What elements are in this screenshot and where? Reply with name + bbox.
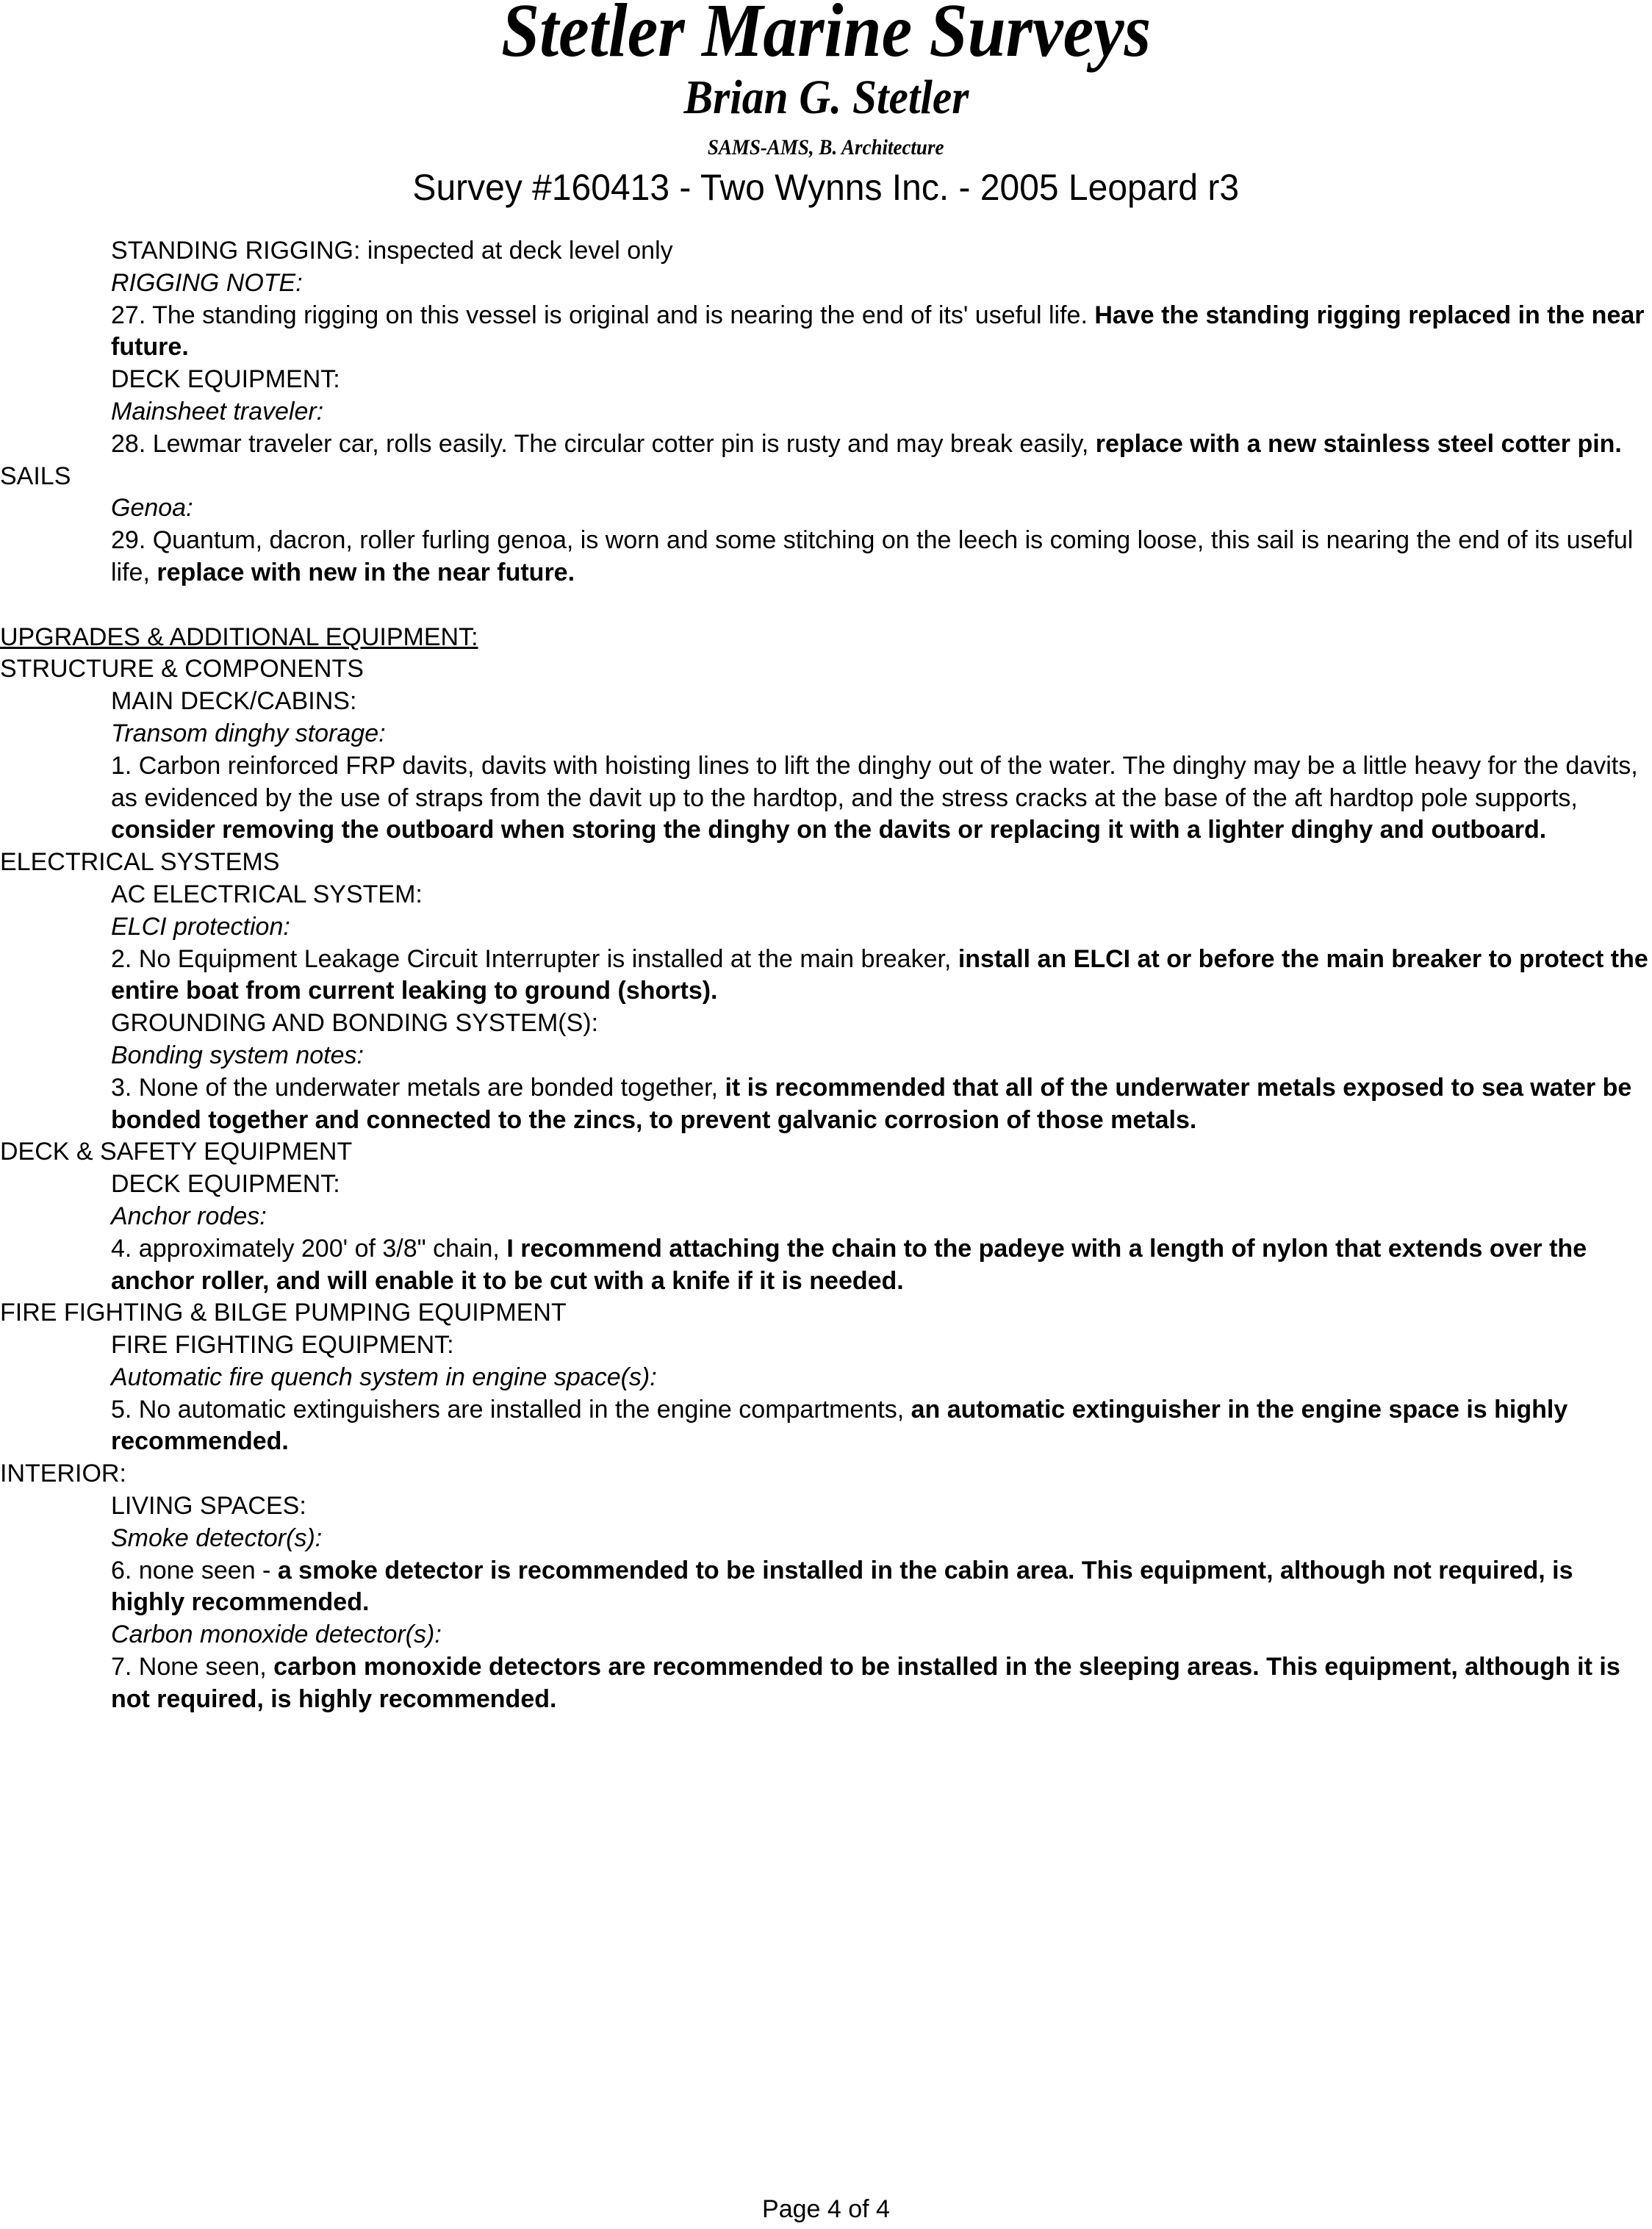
section-heading [0,1136,1652,1169]
finding-item [0,750,1652,847]
item-label [0,268,1652,300]
recommendation-text: a smoke detector is recommended to be installed in the cabin area. This equipment, although not required, is highly recommended. [111,1556,1573,1617]
survey-title [0,165,1652,209]
item-text: GROUNDING AND BONDING SYSTEM(S): [111,1009,599,1038]
item-text: STRUCTURE & COMPONENTS [0,655,364,683]
item-text: 3. None of the underwater metals are bonded together, [111,1073,725,1102]
finding-item [0,944,1652,1008]
item-label [0,396,1652,428]
item-text: DECK EQUIPMENT: [111,1170,340,1199]
recommendation-text: Have the standing rigging replaced in the near future. [111,301,1645,362]
item-text: INTERIOR: [0,1460,126,1488]
item-text: Carbon monoxide detector(s): [111,1620,442,1649]
report-body [0,235,1652,1716]
recommendation-text: replace with new in the near future. [157,558,575,586]
section-heading [0,1297,1652,1329]
company-title [0,0,1652,75]
item-text: LIVING SPACES: [111,1492,306,1521]
item-text: 29. Quantum, dacron, roller furling genoa, is worn and some stitching on the leech is coming loose, this sail is nearing the end of its useful life, [111,526,1634,586]
finding-item [0,300,1652,365]
item-label [0,911,1652,944]
credentials-text: SAMS-AMS, B. Architecture [708,135,944,159]
recommendation-text: replace with a new stainless steel cotter pin. [1095,429,1622,458]
spacer [0,589,1652,622]
item-text: AC ELECTRICAL SYSTEM: [111,880,423,908]
item-text: Transom dinghy storage: [111,719,386,747]
section-heading [0,1458,1652,1490]
subsection-heading [0,686,1652,718]
subsection-heading [0,879,1652,911]
item-text: UPGRADES & ADDITIONAL EQUIPMENT: [0,622,478,651]
finding-item [0,428,1652,461]
company-title-text: Stetler Marine Surveys [500,0,1152,73]
item-text: Smoke detector(s): [111,1523,323,1552]
item-text: DECK & SAFETY EQUIPMENT [0,1138,353,1166]
recommendation-text: I recommend attaching the chain to the padeye with a length of nylon that extends over the anchor roller, and will enable it to be cut with a knife if it is needed. [111,1234,1587,1295]
subsection-heading [0,1490,1652,1523]
section-heading [0,461,1652,493]
item-text: 4. approximately 200' of 3/8" chain, [111,1234,507,1263]
item-label [0,718,1652,750]
item-text: FIRE FIGHTING & BILGE PUMPING EQUIPMENT [0,1299,567,1327]
subsection-heading [0,1329,1652,1362]
finding-item [0,1555,1652,1620]
section-heading [0,653,1652,686]
item-text: Genoa: [111,494,193,523]
item-label [0,1362,1652,1394]
finding-item [0,1394,1652,1459]
item-text: Mainsheet traveler: [111,397,324,426]
item-text: Bonding system notes: [111,1041,364,1069]
subsection-heading [0,235,1652,268]
recommendation-text: install an ELCI at or before the main breaker to protect the entire boat from current leaking to ground (shorts). [111,944,1648,1005]
surveyor-name-text: Brian G. Stetler [683,71,969,124]
item-text: STANDING RIGGING: inspected at deck level only [111,237,673,265]
item-text: 27. The standing rigging on this vessel is original and is nearing the end of its' useful life. [111,301,1095,329]
recommendation-text: an automatic extinguisher in the engine space is highly recommended. [111,1395,1568,1456]
item-text: ELCI protection: [111,912,290,941]
item-text: 7. None seen, [111,1653,274,1681]
section-title [0,622,1652,654]
item-text: 28. Lewmar traveler car, rolls easily. The circular cotter pin is rusty and may break easily, [111,429,1096,458]
finding-item [0,1651,1652,1716]
item-text: RIGGING NOTE: [111,268,303,297]
finding-item [0,1233,1652,1298]
recommendation-text: consider removing the outboard when storing the dinghy on the davits or replacing it with a lighter dinghy and outboard. [111,816,1547,844]
item-label [0,1619,1652,1651]
item-text: MAIN DECK/CABINS: [111,687,357,716]
recommendation-text: carbon monoxide detectors are recommended to be installed in the sleeping areas. This equipment, although it is not required, is highly recommended. [111,1653,1620,1713]
credentials [0,134,1652,161]
finding-item [0,1072,1652,1137]
item-text: SAILS [0,462,71,490]
subsection-heading [0,1169,1652,1201]
item-text: 5. No automatic extinguishers are installed in the engine compartments, [111,1395,911,1424]
item-label [0,1040,1652,1072]
survey-title-text: Survey #160413 - Two Wynns Inc. - 2005 Leopard r3 [412,167,1240,208]
item-text: 2. No Equipment Leakage Circuit Interrupter is installed at the main breaker, [111,944,958,973]
item-label [0,492,1652,525]
recommendation-text: it is recommended that all of the underwater metals exposed to sea water be bonded together and connected to the zincs, to prevent galvanic corrosion of those metals. [111,1073,1632,1134]
subsection-heading [0,364,1652,396]
item-label [0,1523,1652,1555]
item-text: FIRE FIGHTING EQUIPMENT: [111,1331,454,1360]
item-text: Automatic fire quench system in engine space(s): [111,1363,657,1391]
item-text: 6. none seen - [111,1556,278,1584]
item-label [0,1201,1652,1233]
item-text: 1. Carbon reinforced FRP davits, davits with hoisting lines to lift the dinghy out of the water. The dinghy may be a little heavy for the davits, as evidenced by the use of straps from the davit up to the hardtop, and the stress cracks at the base of the aft hardtop pole supports, [111,751,1638,812]
section-heading [0,847,1652,879]
finding-item [0,525,1652,589]
surveyor-name [0,70,1652,126]
page-number: Page 4 of 4 [762,2195,890,2223]
item-text: Anchor rodes: [111,1202,267,1230]
subsection-heading [0,1008,1652,1040]
item-text: ELECTRICAL SYSTEMS [0,848,280,877]
item-text: DECK EQUIPMENT: [111,365,340,394]
